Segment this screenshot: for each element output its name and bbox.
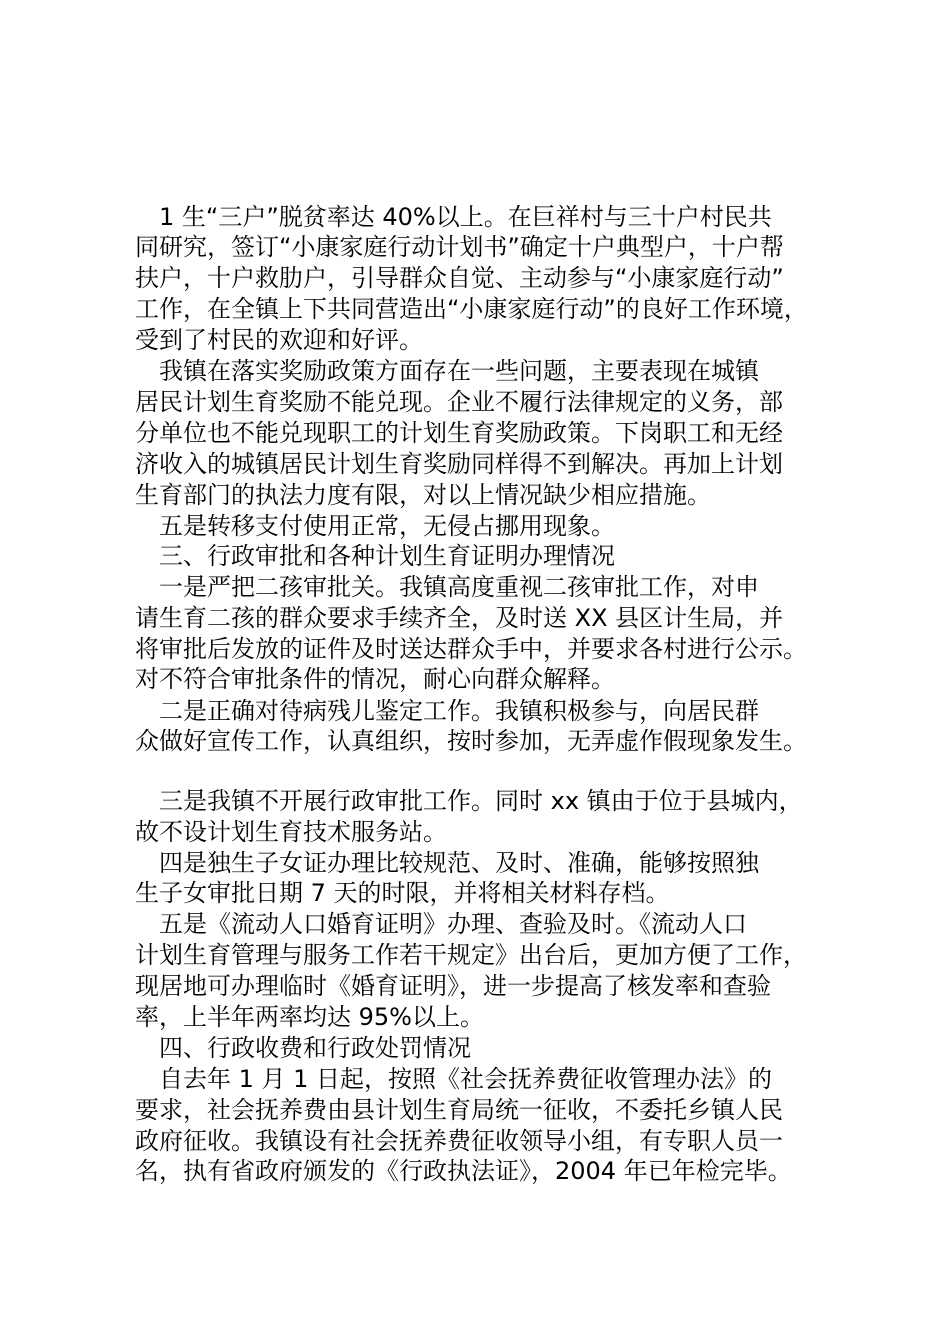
text-line: 一是严把二孩审批关。我镇高度重视二孩审批工作，对申 [135,573,759,601]
text-line: 请生育二孩的群众要求手续齐全，及时送 XX 县区计生局，并 [135,604,784,632]
text-line: 工作，在全镇上下共同营造出“小康家庭行动”的良好工作环境， [135,295,808,323]
text-line: 扶户，十户救肋户，引导群众自觉、主动参与“小康家庭行动” [135,264,784,292]
text-line: 现居地可办理临时《婚育证明》，进一步提高了核发率和查验 [135,972,771,1000]
text-line: 将审批后发放的证件及时送达群众手中，并要求各村进行公示。 [135,635,807,663]
text-line: 五是转移支付使用正常，无侵占挪用现象。 [135,512,615,540]
text-line: 众做好宣传工作，认真组织，按时参加，无弄虚作假现象发生。 [135,727,807,755]
text-line: 三是我镇不开展行政审批工作。同时 xx 镇由于位于县城内， [135,787,803,815]
text-line: 三、行政审批和各种计划生育证明办理情况 [135,542,615,570]
text-line: 生子女审批日期 7 天的时限，并将相关材料存档。 [135,879,670,907]
text-line: 自去年 1 月 1 日起，按照《社会抚养费征收管理办法》的 [135,1065,773,1093]
text-line: 同研究，签订“小康家庭行动计划书”确定十户典型户，十户帮 [135,233,784,261]
text-line: 故不设计划生育技术服务站。 [135,818,447,846]
text-line: 名，执有省政府颁发的《行政执法证》，2004 年已年检完毕。 [135,1157,792,1185]
text-line: 要求，社会抚养费由县计划生育局统一征收，不委托乡镇人民 [135,1096,783,1124]
text-line: 居民计划生育奖励不能兑现。企业不履行法律规定的义务，部 [135,388,783,416]
text-line: 二是正确对待病残儿鉴定工作。我镇积极参与，向居民群 [135,697,759,725]
text-line: 五是《流动人口婚育证明》办理、查验及时。《流动人口 [135,910,747,938]
text-line: 对不符合审批条件的情况，耐心向群众解释。 [135,665,615,693]
text-line: 济收入的城镇居民计划生育奖励同样得不到解决。再加上计划 [135,450,783,478]
text-line: 计划生育管理与服务工作若干规定》出台后，更加方便了工作， [135,941,807,969]
text-line: 率，上半年两率均达 95%以上。 [135,1003,484,1031]
text-line: 政府征收。我镇设有社会抚养费征收领导小组，有专职人员一 [135,1127,783,1155]
text-line: 1 生“三户”脱贫率达 40%以上。在巨祥村与三十户村民共 [135,203,772,231]
text-line: 分单位也不能兑现职工的计划生育奖励政策。下岗职工和无经 [135,419,783,447]
text-line: 四、行政收费和行政处罚情况 [135,1034,471,1062]
text-line: 生育部门的执法力度有限，对以上情况缺少相应措施。 [135,481,711,509]
text-line: 四是独生子女证办理比较规范、及时、准确，能够按照独 [135,849,759,877]
text-line: 受到了村民的欢迎和好评。 [135,326,423,354]
text-line: 我镇在落实奖励政策方面存在一些问题，主要表现在城镇 [135,357,759,385]
